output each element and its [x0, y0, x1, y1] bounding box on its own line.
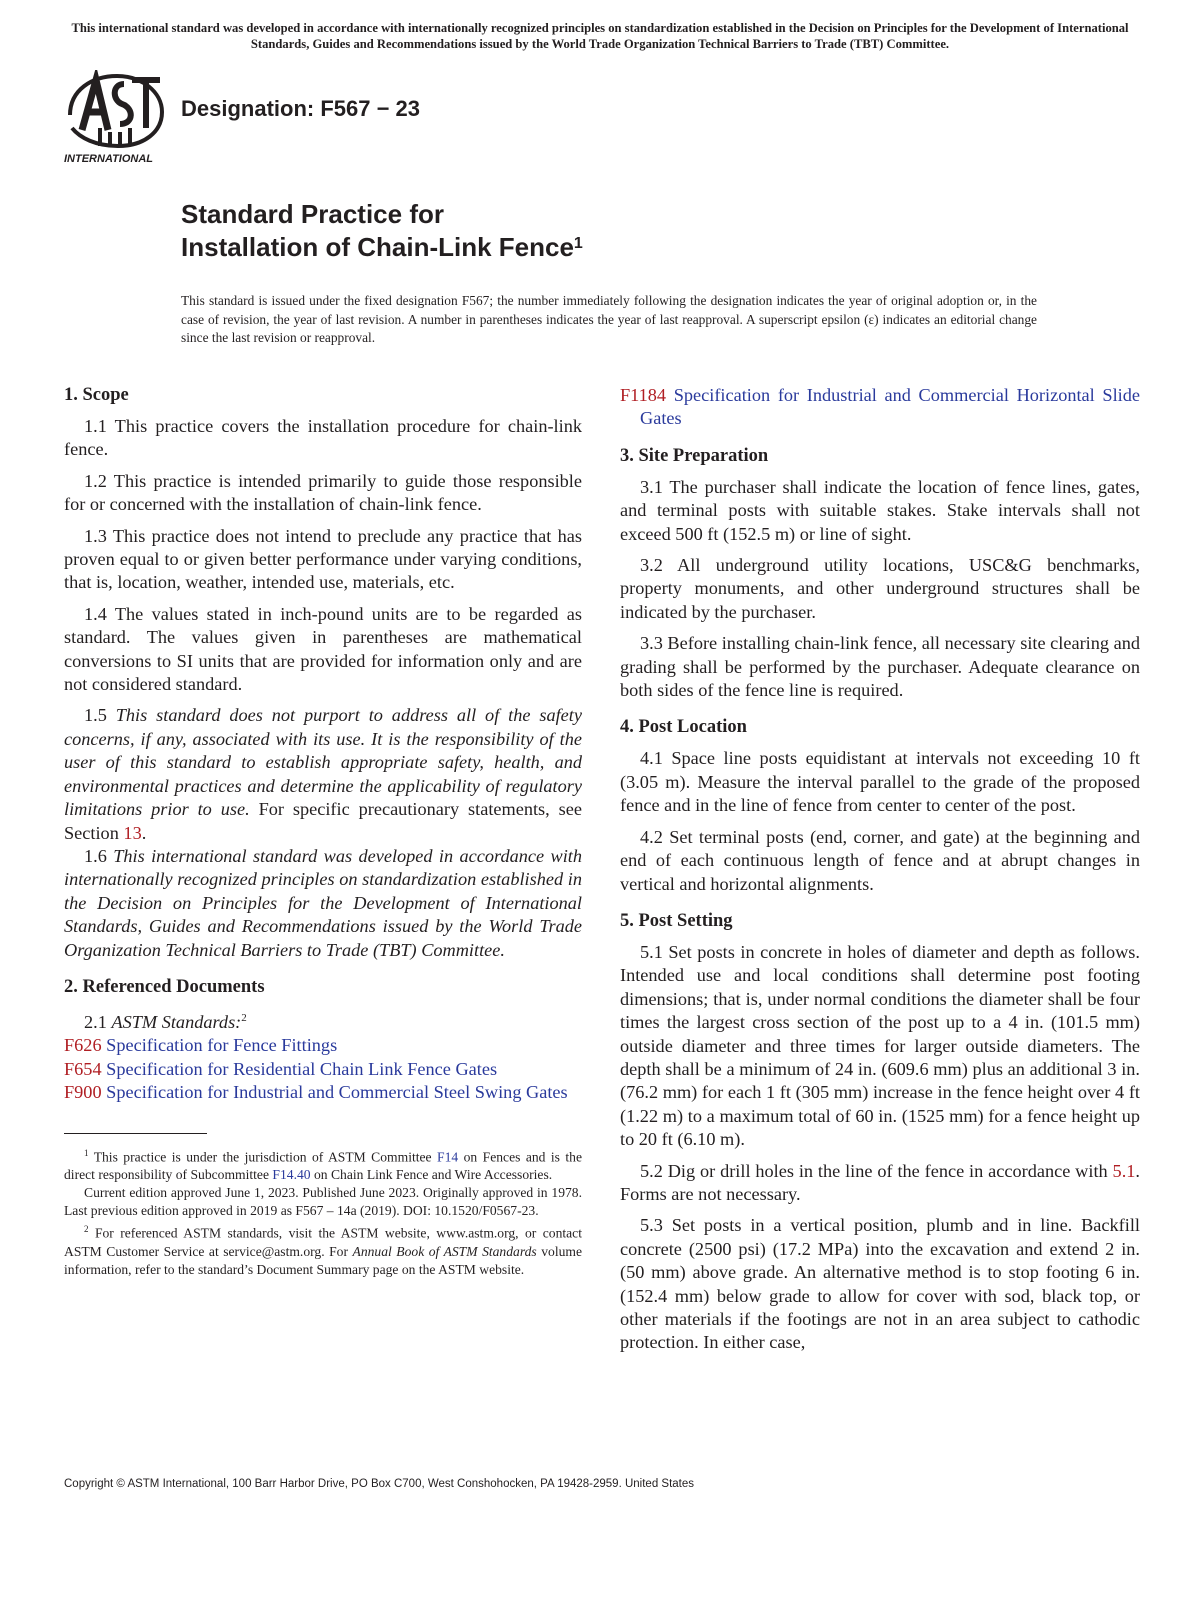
fn2-text-b: volume information, refer to the standard’s Document Summary page on the ASTM website. [64, 1243, 582, 1277]
fn1-text-b: on Fences and is the direct responsibility of Subcommittee [64, 1149, 582, 1183]
safety-caveat: This standard does not purport to address all of the safety concerns, if any, associated with its use. It is the responsibility of the user of this standard to establish appropriate safety, health, and environmental practices and determine the applicability of regulatory limitations prior to use. [64, 705, 582, 820]
issued-note: This standard is issued under the fixed designation F567; the number immediately following the designation indicates the year of original adoption or, in the case of revision, the year of last revision. A number in parentheses indicates the year of last reapproval. A superscript epsilon (ε) indicates an editorial change since the last revision or reapproval. [181, 293, 1037, 345]
fn1-text-c: on Chain Link Fence and Wire Accessories. [313, 1167, 553, 1183]
annual-book-title: Annual Book of ASTM Standards [352, 1243, 537, 1259]
footnote-1-edition: Current edition approved June 1, 2023. Published June 2023. Originally approved in 1978. Last previous edition approved in 2019 as F567 – 14a (2019). DOI: 10.1520/F0567-23. [64, 1185, 582, 1219]
ref-f900[interactable] [64, 1081, 582, 1104]
footnote-2 [64, 1220, 582, 1279]
section-4-heading: 4. Post Location [620, 717, 747, 738]
precaution-text: For specific precautionary statements, see Section [64, 799, 582, 843]
footnote-2-ref[interactable]: 2 [241, 1011, 247, 1024]
p5-2-text-b: . Forms are not necessary. [620, 1160, 1140, 1204]
paragraph-1-5 [64, 704, 582, 844]
period: . [141, 822, 147, 843]
wto-statement: This international standard was developed in accordance with internationally recognized principles on standardization established in the Decision on Principles for the Development of International Standards, Guides and Recommendations issued by the World Trade Organization Technical Barriers to Trade (TBT) Committee. [64, 845, 582, 960]
ref-code[interactable]: F900 [64, 1082, 102, 1103]
committee-f14-link[interactable]: F14 [437, 1149, 459, 1165]
ref-code[interactable]: F626 [64, 1035, 102, 1056]
fn1-text-a: This practice is under the jurisdiction of ASTM Committee [93, 1149, 432, 1165]
astm-standards-label: ASTM Standards: [111, 1012, 242, 1033]
paragraph-5-2 [620, 1160, 1140, 1207]
footnote-1 [64, 1144, 582, 1185]
section-2-heading: 2. Referenced Documents [64, 976, 265, 997]
logo-text: INTERNATIONAL [64, 153, 154, 165]
ref-code[interactable]: F1184 [620, 385, 667, 405]
footnote-2-mark: 2 [84, 1224, 89, 1235]
paragraph-1-4: 1.4 The values stated in inch-pound units are to be regarded as standard. The values given in parentheses are mathematical conversions to SI units that are provided for information only and are not considered standard. [64, 603, 582, 695]
section-13-link[interactable]: 13 [123, 822, 142, 843]
paragraph-2-1 [64, 1007, 582, 1035]
paragraph-1-1: 1.1 This practice covers the installation procedure for chain-link fence. [64, 416, 582, 460]
paragraph-1-6-number: 1.6 [84, 845, 107, 866]
designation: Designation: F567 − 23 [181, 96, 421, 121]
paragraph-1-3: 1.3 This practice does not intend to preclude any practice that has proven equal to or given better performance under varying conditions, that is, location, weather, intended use, materials, etc. [64, 525, 582, 593]
paragraph-1-2: 1.2 This practice is intended primarily to guide those responsible for or concerned with the installation of chain-link fence. [64, 470, 582, 515]
paragraph-4-1: 4.1 Space line posts equidistant at intervals not exceeding 10 ft (3.05 m). Measure the interval parallel to the grade of the proposed fence and in the line of fence from center to center of the post. [620, 748, 1140, 816]
paragraph-4-2: 4.2 Set terminal posts (end, corner, and gate) at the beginning and end of each continuous length of fence and at abrupt changes in vertical and horizontal alignments. [620, 826, 1140, 894]
title-line-2 [181, 231, 583, 264]
ref-code[interactable]: F654 [64, 1058, 102, 1079]
section-3-heading: 3. Site Preparation [620, 445, 769, 466]
footnote-1-mark: 1 [84, 1147, 89, 1158]
paragraph-1-5-number: 1.5 [84, 705, 107, 726]
paragraph-3-3: 3.3 Before installing chain-link fence, all necessary site clearing and grading shall be performed by the purchaser. Adequate clearance on both sides of the fence line is required. [620, 633, 1141, 701]
ref-title[interactable]: Specification for Industrial and Commercial Steel Swing Gates [106, 1082, 568, 1103]
top-note: This international standard was developed in accordance with internationally recognized principles on standardization established in the Decision on Principles for the Development of International Standards, Guides and Recommendations issued by the World Trade Organization Technical Barriers to Trade (TBT) Committee. [71, 21, 1129, 51]
copyright-footer: Copyright © ASTM International, 100 Barr Harbor Drive, PO Box C700, West Conshohocken, PA 19428-2959. United States [64, 1478, 695, 1490]
paragraph-1-6 [64, 845, 582, 962]
title-text: Installation of Chain-Link Fence [181, 232, 574, 262]
p5-2-text-a: 5.2 Dig or drill holes in the line of the fence in accordance with [640, 1160, 1108, 1181]
footnote-divider [64, 1133, 207, 1134]
section-5-heading: 5. Post Setting [620, 910, 733, 931]
fn2-text-a: For referenced ASTM standards, visit the ASTM website, www.astm.org, or contact ASTM Customer Service at service@astm.org. For [64, 1225, 582, 1259]
paragraph-3-2: 3.2 All underground utility locations, USC&G benchmarks, property monuments, and other underground structures shall be indicated by the purchaser. [620, 555, 1140, 622]
right-column [620, 384, 1140, 1363]
paragraph-5-3: 5.3 Set posts in a vertical position, plumb and in line. Backfill concrete (2500 psi) (17.2 MPa) into the excavation and extend 2 in. (50 mm) above grade. An alternative method is to stop footing 6 in. (152.4 mm) below grade to allow for cover with sod, black top, or other materials if the footings are not in an area subject to cathodic protection. In either case, [620, 1215, 1140, 1353]
ref-f1184[interactable] [620, 384, 1140, 431]
paragraph-3-1: 3.1 The purchaser shall indicate the location of fence lines, gates, and terminal posts with suitable stakes. Stake intervals shall not exceed 500 ft (152.5 m) or line of sight. [620, 476, 1140, 544]
ref-title[interactable]: Specification for Fence Fittings [106, 1035, 338, 1056]
paragraph-5-1: 5.1 Set posts in concrete in holes of diameter and depth as follows. Intended use and local conditions shall determine post footing dimensions; that is, under normal conditions the diameter shall be four times the largest cross section of the post up to a 4 in. (101.5 mm) outside diameter and three times for larger outside diameters. The depth shall be a minimum of 24 in. (609.6 mm) plus an additional 3 in. (76.2 mm) for each 1 ft (305 mm) increase in the fence height over 4 ft (1.22 m) to a maximum total of 60 in. (1525 mm) for a fence height up to 20 ft (6.10 m). [620, 941, 1140, 1150]
subcommittee-f14-40-link[interactable]: F14.40 [272, 1167, 311, 1183]
document-title [181, 198, 583, 264]
section-5-1-link[interactable]: 5.1 [1112, 1160, 1136, 1181]
ref-title[interactable]: Specification for Industrial and Commercial Horizontal Slide Gates [640, 385, 1140, 429]
paragraph-2-1-number: 2.1 [84, 1012, 107, 1033]
section-1-heading: 1. Scope [64, 385, 129, 405]
title-footnote-ref[interactable]: 1 [573, 235, 583, 252]
astm-logo [62, 70, 172, 168]
ref-title[interactable]: Specification for Residential Chain Link Fence Gates [106, 1058, 498, 1079]
ref-f626[interactable] [64, 1034, 582, 1057]
astm-international-logo-icon [62, 70, 172, 168]
ref-f654[interactable] [64, 1058, 582, 1081]
title-line-1: Standard Practice for [181, 199, 444, 229]
left-column [64, 384, 582, 1279]
